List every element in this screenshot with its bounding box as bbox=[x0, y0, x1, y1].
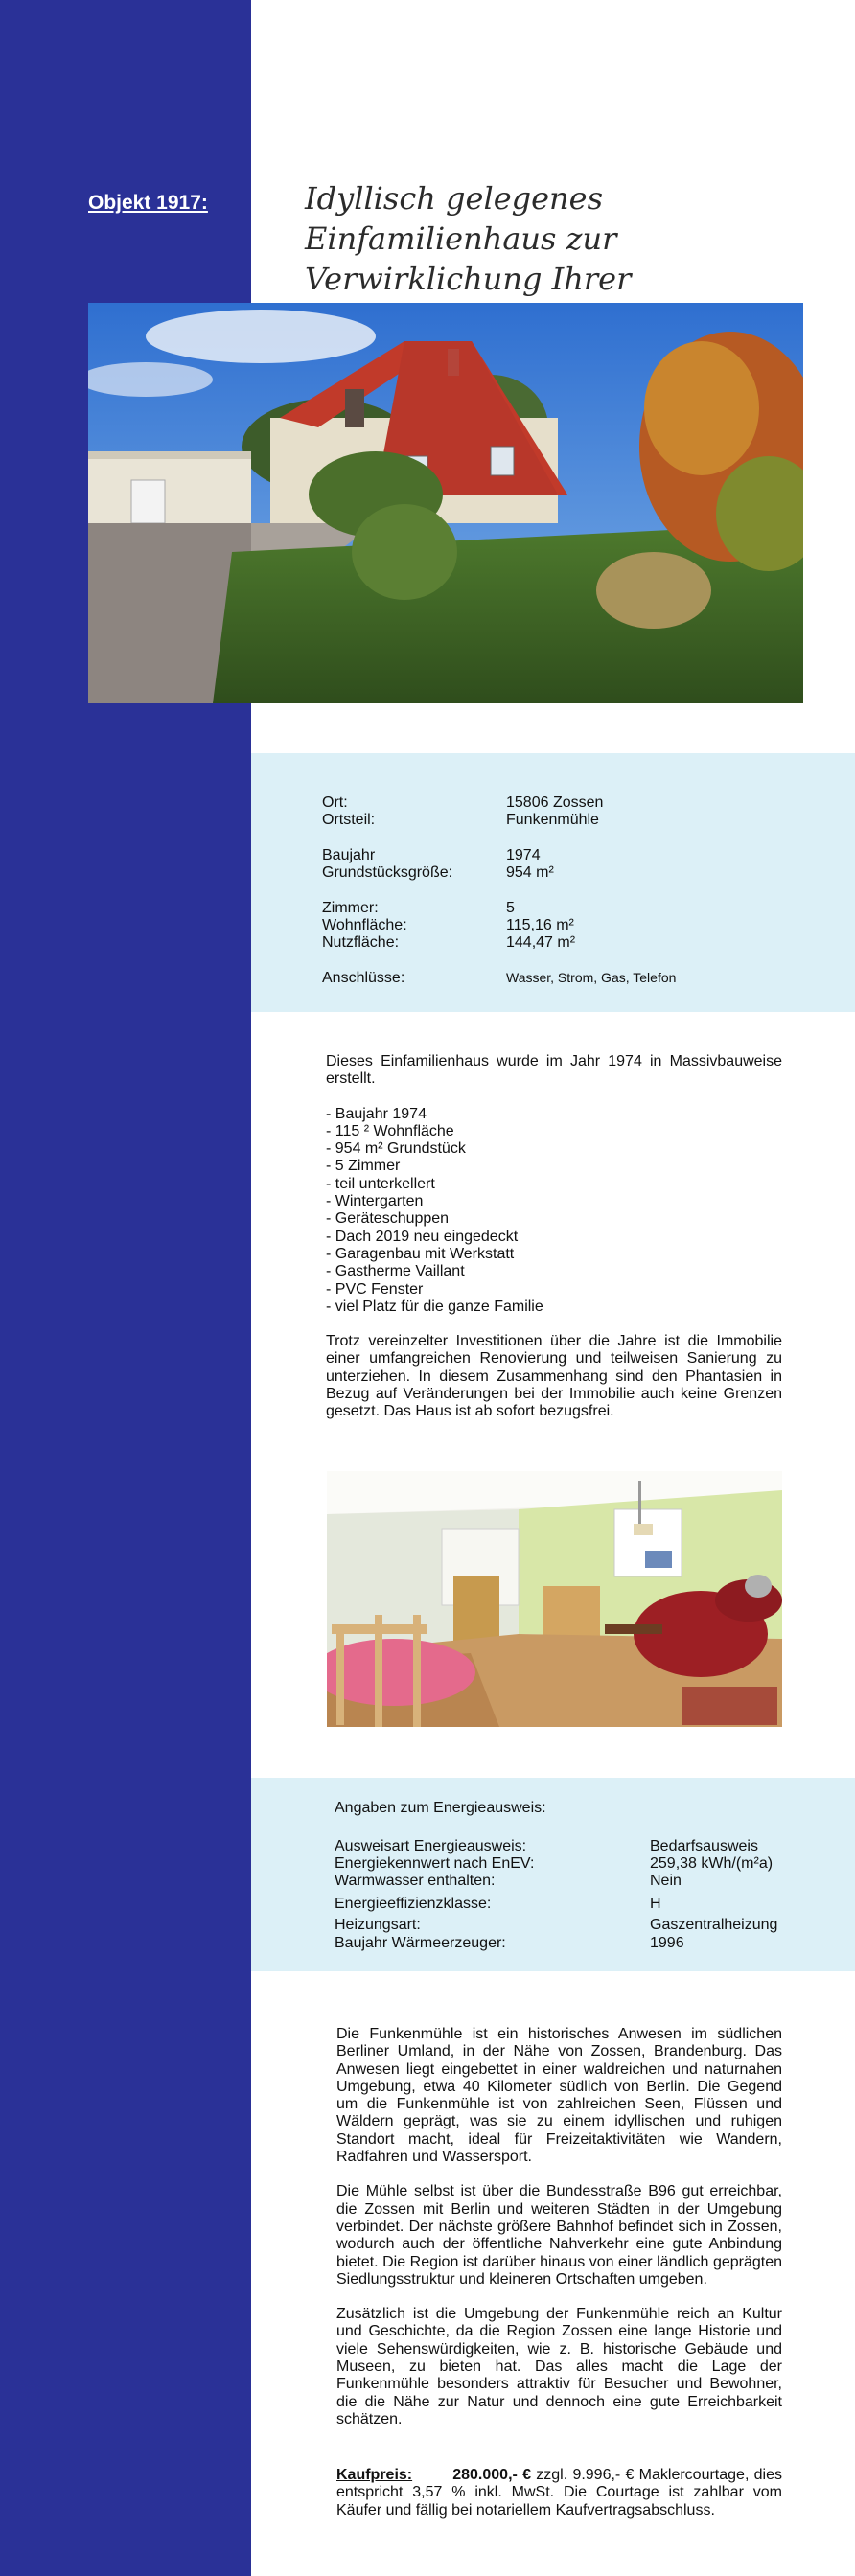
list-item: - teil unterkellert bbox=[326, 1175, 435, 1192]
list-item: - viel Platz für die ganze Familie bbox=[326, 1298, 543, 1315]
grundstueck-value: 954 m² bbox=[506, 864, 554, 881]
price-text bbox=[336, 2467, 782, 2519]
energy-heading: Angaben zum Energieausweis: bbox=[335, 1800, 546, 1816]
nutzflaeche-value: 144,47 m² bbox=[506, 934, 576, 951]
wohnflaeche-value: 115,16 m² bbox=[506, 917, 574, 933]
grundstueck-label: Grundstücksgröße: bbox=[322, 864, 453, 881]
price-details: zzgl. 9.996,- € Maklercourtage, dies entspricht 3,57 % inkl. MwSt. Die Courtage ist zahlbar vom Käufer und fällig bei notariellem Kaufvertragsabschluss. bbox=[336, 2467, 783, 2518]
energy-value-kennwert: 259,38 kWh/(m²a) bbox=[650, 1855, 774, 1872]
list-item: - Dach 2019 neu eingedeckt bbox=[326, 1228, 519, 1245]
energy-label-ausweisart: Ausweisart Energieausweis: bbox=[335, 1838, 527, 1854]
energy-value-klasse: H bbox=[650, 1896, 661, 1912]
baujahr-value: 1974 bbox=[506, 847, 541, 863]
list-item: - Baujahr 1974 bbox=[326, 1105, 427, 1122]
baujahr-label: Baujahr bbox=[322, 847, 376, 863]
energy-label-warmwasser: Warmwasser enthalten: bbox=[335, 1873, 496, 1889]
price-label: Kaufpreis: bbox=[336, 2467, 413, 2483]
energy-value-heizungsart: Gaszentralheizung bbox=[650, 1917, 778, 1933]
house-exterior-photo bbox=[88, 303, 803, 703]
list-item: - Wintergarten bbox=[326, 1193, 424, 1210]
living-room-photo bbox=[327, 1471, 782, 1727]
energy-label-heizungsart: Heizungsart: bbox=[335, 1917, 421, 1933]
ort-value: 15806 Zossen bbox=[506, 794, 604, 811]
energy-value-ausweisart: Bedarfsausweis bbox=[650, 1838, 758, 1854]
list-item: - 115 ² Wohnfläche bbox=[326, 1122, 454, 1139]
location-paragraph-2: Die Mühle selbst ist über die Bundesstraße B96 gut erreichbar, die Zossen mit Berlin und weiteren Städten in der Umgebung verbindet. Der nächste größere Bahnhof befindet sich in Zossen, wodurch auch der öffentliche Nahverkehr eine gute Anbindung bietet. Die Region ist darüber hinaus von einer ländlich geprägten Siedlungsstruktur und kleineren Ortschaften umgeben. bbox=[336, 2183, 782, 2288]
energy-label-baujahr: Baujahr Wärmeerzeuger: bbox=[335, 1935, 506, 1951]
description-text bbox=[326, 1053, 782, 1421]
list-item: - Garagenbau mit Werkstatt bbox=[326, 1245, 515, 1262]
list-item: - Geräteschuppen bbox=[326, 1210, 450, 1228]
title-line-1: Idyllisch gelegenes Einfamilienhaus zur bbox=[305, 180, 617, 257]
list-item: - 5 Zimmer bbox=[326, 1158, 401, 1175]
price-paragraph bbox=[336, 2467, 782, 2519]
energy-value-warmwasser: Nein bbox=[650, 1873, 682, 1889]
feature-list bbox=[326, 1106, 782, 1317]
anschluesse-label: Anschlüsse: bbox=[322, 970, 405, 986]
wohnflaeche-label: Wohnfläche: bbox=[322, 917, 407, 933]
zimmer-value: 5 bbox=[506, 900, 515, 916]
location-paragraph-3: Zusätzlich ist die Umgebung der Funkenmühle reich an Kultur und Geschichte, da die Region Zossen eine lange Historie und viele Sehenswürdigkeiten, wie z. B. historische Gebäude und Museen, zu bieten hat. Das alles macht die Lage der Funkenmühle besonders attraktiv für Besucher und Bewohner, die die Nähe zur Natur und dennoch eine gute Erreichbarkeit schätzen. bbox=[336, 2306, 782, 2427]
energy-value-baujahr: 1996 bbox=[650, 1935, 684, 1951]
list-item: - PVC Fenster bbox=[326, 1280, 424, 1298]
list-item: - 954 m² Grundstück bbox=[326, 1140, 466, 1158]
ortsteil-value: Funkenmühle bbox=[506, 812, 599, 828]
energy-label-klasse: Energieeffizienzklasse: bbox=[335, 1896, 492, 1912]
object-number: Objekt 1917: bbox=[88, 192, 208, 214]
list-item: - Gastherme Vaillant bbox=[326, 1263, 465, 1280]
title-line-2: Verwirklichung Ihrer bbox=[305, 261, 632, 297]
description-intro: Dieses Einfamilienhaus wurde im Jahr 1974 in Massivbauweise erstellt. bbox=[326, 1053, 782, 1088]
anschluesse-value: Wasser, Strom, Gas, Telefon bbox=[506, 970, 677, 985]
location-paragraph-1: Die Funkenmühle ist ein historisches Anwesen im südlichen Berliner Umland, in der Nähe von Zossen, Brandenburg. Das Anwesen liegt eingebettet in einer waldreichen und naturnahen Umgebung, etwa 40 Kilometer südlich von Berlin. Die Gegend um die Funkenmühle ist von zahlreichen Seen, Flüssen und Wäldern geprägt, was sie zu einem idyllischen und ruhigen Standort macht, ideal für Freizeitaktivitäten wie Wandern, Radfahren und Wassersport. bbox=[336, 2026, 782, 2166]
ort-label: Ort: bbox=[322, 794, 348, 811]
price-value: 280.000,- € bbox=[452, 2467, 532, 2483]
energy-label-kennwert: Energiekennwert nach EnEV: bbox=[335, 1855, 535, 1872]
ortsteil-label: Ortsteil: bbox=[322, 812, 376, 828]
nutzflaeche-label: Nutzfläche: bbox=[322, 934, 400, 951]
description-outro: Trotz vereinzelter Investitionen über die Jahre ist die Immobilie einer umfangreichen Renovierung und teilweisen Sanierung zu unterziehen. In diesem Zusammenhang sind den Phantasien in Bezug auf Veränderungen bei der Immobilie auch keine Grenzen gesetzt. Das Haus ist ab sofort bezugsfrei. bbox=[326, 1333, 782, 1420]
zimmer-label: Zimmer: bbox=[322, 900, 379, 916]
location-text bbox=[336, 2026, 782, 2428]
